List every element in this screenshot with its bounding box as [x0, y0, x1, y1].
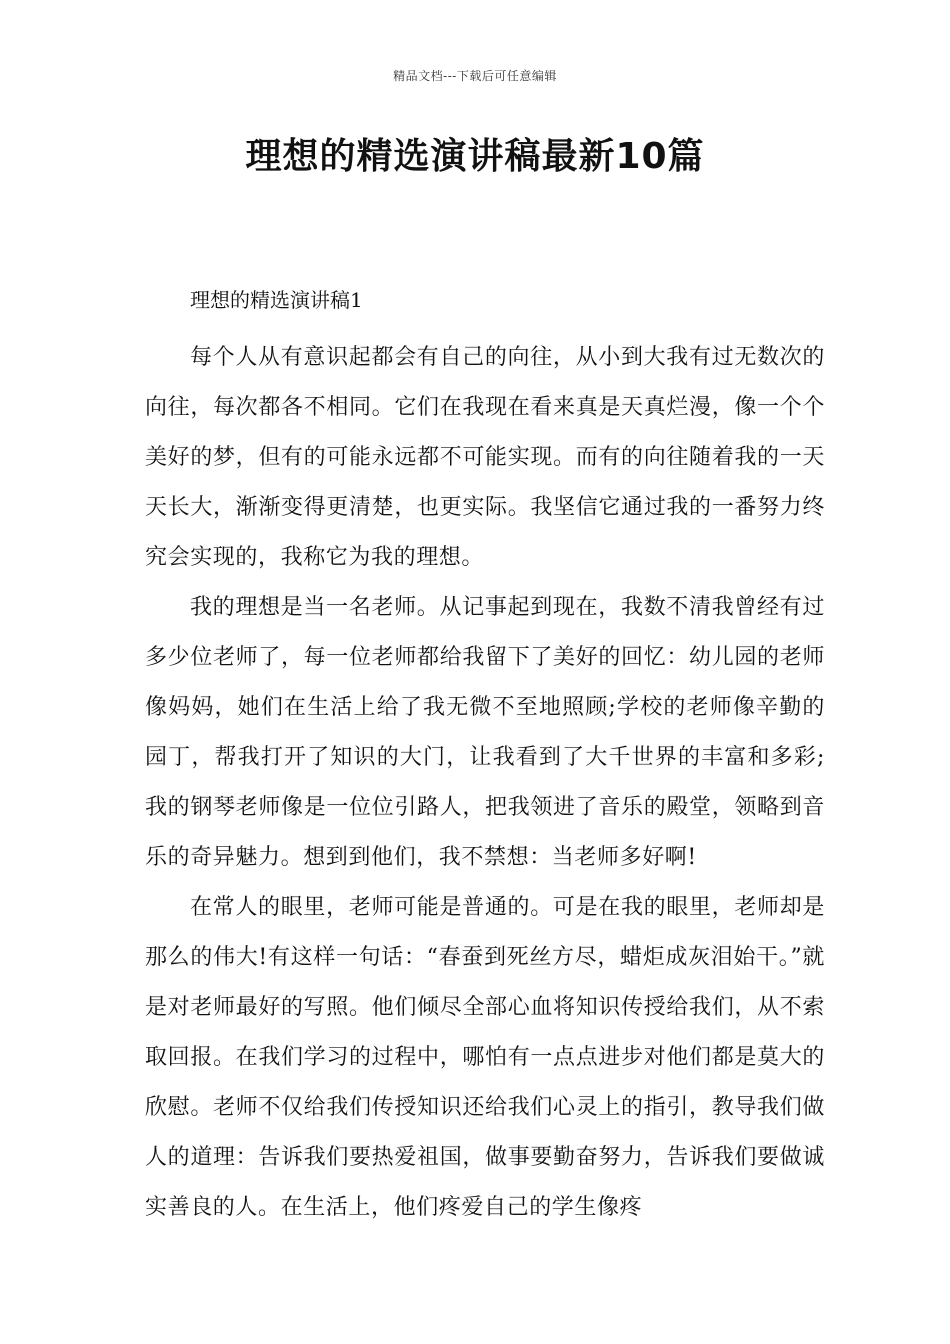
header-note: 精品文档---下载后可任意编辑 — [393, 69, 557, 83]
body-text — [145, 333, 825, 1233]
section-heading: 理想的精选演讲稿1 — [190, 288, 363, 312]
paragraph-3: 在常人的眼里，老师可能是普通的。可是在我的眼里，老师却是那么的伟大!有这样一句话：“春蚕到死丝方尽，蜡炬成灰泪始干。”就是对老师最好的写照。他们倾尽全部心血将知识传授给我们，从不索取回报。在我们学习的过程中，哪怕有一点点进步对他们都是莫大的欣慰。老师不仅给我们传授知识还给我们心灵上的指引，教导我们做人的道理：告诉我们要热爱祖国，做事要勤奋努力，告诉我们要做诚实善良的人。在生活上，他们疼爱自己的学生像疼 — [145, 895, 825, 1220]
document-title: 理想的精选演讲稿最新10篇 — [245, 136, 705, 177]
paragraph-2: 我的理想是当一名老师。从记事起到现在，我数不清我曾经有过多少位老师了，每一位老师都给我留下了美好的回忆：幼儿园的老师像妈妈，她们在生活上给了我无微不至地照顾;学校的老师像辛勤的园丁，帮我打开了知识的大门，让我看到了大千世界的丰富和多彩;我的钢琴老师像是一位位引路人，把我领进了音乐的殿堂，领略到音乐的奇异魅力。想到到他们，我不禁想：当老师多好啊! — [145, 595, 825, 870]
paragraph-1: 每个人从有意识起都会有自己的向往，从小到大我有过无数次的向往，每次都各不相同。它们在我现在看来真是天真烂漫，像一个个美好的梦，但有的可能永远都不可能实现。而有的向往随着我的一天天长大，渐渐变得更清楚，也更实际。我坚信它通过我的一番努力终究会实现的，我称它为我的理想。 — [145, 345, 825, 570]
